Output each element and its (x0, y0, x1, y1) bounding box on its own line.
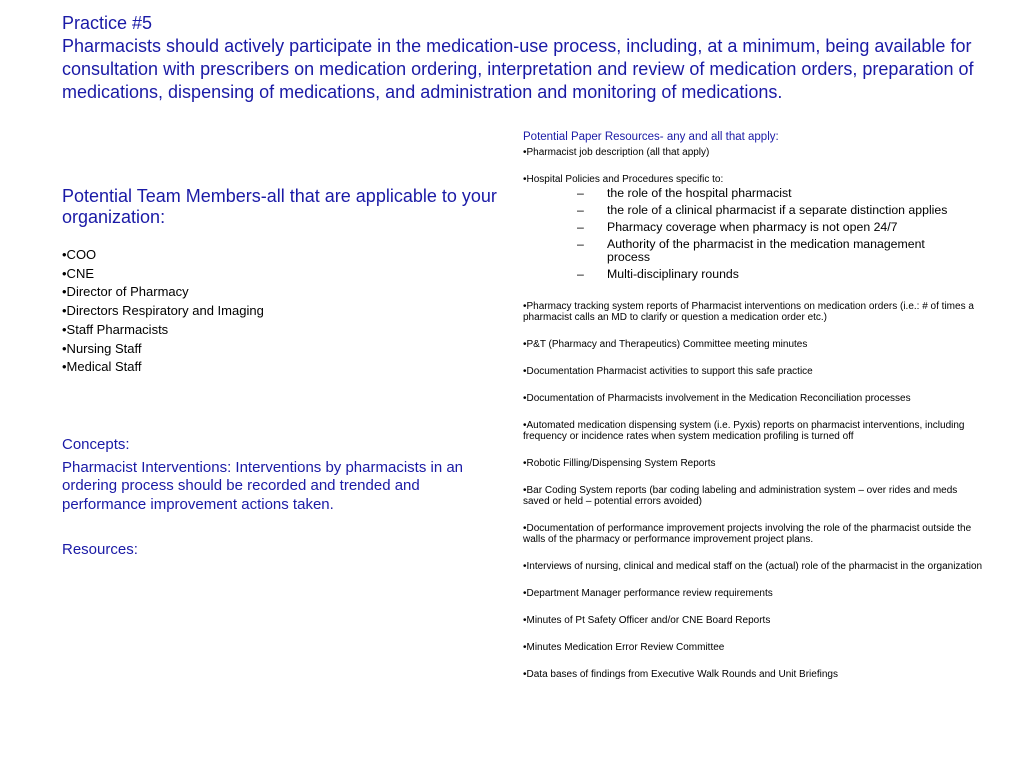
team-member: •Director of Pharmacy (62, 284, 189, 300)
policy-item (523, 187, 967, 200)
paper-resources-heading: Potential Paper Resources- any and all that apply: (523, 131, 779, 143)
policy-item (523, 268, 967, 281)
dash-bullet: – (577, 267, 584, 281)
policies-list (523, 187, 983, 281)
policy-item (523, 204, 967, 217)
dash-bullet: – (577, 203, 584, 217)
resource-item: •Department Manager performance review requirements (523, 588, 773, 599)
policy-item (523, 238, 967, 264)
team-member: •Directors Respiratory and Imaging (62, 303, 264, 319)
resource-item: •Minutes Medication Error Review Committee (523, 642, 725, 653)
policy-text: the role of a clinical pharmacist if a separate distinction applies (607, 203, 948, 217)
resources-heading: Resources: (62, 541, 138, 558)
resource-item: •Pharmacy tracking system reports of Pharmacist interventions on medication orders (i.e.: # of times a pharmacist calls an MD to clarify or question a medication order etc.) (523, 301, 974, 323)
team-members-list (62, 246, 502, 377)
practice-title-block (62, 12, 982, 104)
policy-text: Multi-disciplinary rounds (607, 267, 739, 281)
resource-item: •P&T (Pharmacy and Therapeutics) Committee meeting minutes (523, 339, 808, 350)
resource-item: •Documentation of Pharmacists involvement in the Medication Reconciliation processes (523, 393, 911, 404)
policy-item (523, 221, 967, 234)
concepts-heading: Concepts: (62, 436, 130, 453)
team-heading: Potential Team Members-all that are applicable to your organization: (62, 186, 497, 227)
policy-text: Pharmacy coverage when pharmacy is not open 24/7 (607, 220, 898, 234)
resource-item: •Documentation of performance improvement projects involving the role of the pharmacist outside the walls of the pharmacy or performance improvement project plans. (523, 523, 972, 545)
team-section (62, 186, 502, 377)
team-member: •COO (62, 247, 97, 262)
team-member: •Nursing Staff (62, 340, 142, 356)
team-member: •Medical Staff (62, 359, 142, 375)
resource-item: •Minutes of Pt Safety Officer and/or CNE Board Reports (523, 615, 771, 626)
team-member: •CNE (62, 265, 94, 281)
resource-item: •Interviews of nursing, clinical and medical staff on the (actual) role of the pharmacist in the organization (523, 561, 983, 572)
resource-item: •Bar Coding System reports (bar coding labeling and administration system – over rides and meds saved or held – potential errors avoided) (523, 485, 958, 507)
practice-statement: Pharmacists should actively participate in the medication-use process, including, at a minimum, being available for consultation with prescribers on medication ordering, interpretation and review of medication orders, preparation of medications, dispensing of medications, and administration and monitoring of medications. (62, 36, 974, 102)
dash-bullet: – (577, 237, 584, 251)
practice-number: Practice #5 (62, 13, 153, 33)
resource-item: •Robotic Filling/Dispensing System Reports (523, 458, 716, 469)
policy-text: Authority of the pharmacist in the medication management process (607, 237, 925, 264)
resource-item: •Pharmacist job description (all that apply) (523, 147, 710, 158)
concepts-body: Pharmacist Interventions: Interventions by pharmacists in an ordering process should be recorded and trended and performance improvement actions taken. (62, 459, 464, 513)
dash-bullet: – (577, 186, 584, 200)
resource-item: •Data bases of findings from Executive Walk Rounds and Unit Briefings (523, 669, 838, 680)
team-member: •Staff Pharmacists (62, 321, 169, 337)
resource-item: •Automated medication dispensing system (i.e. Pyxis) reports on pharmacist interventions, including frequency or incidence rates when system medication profiling is turned off (523, 420, 965, 442)
resource-item: •Documentation Pharmacist activities to support this safe practice (523, 366, 813, 377)
policies-heading: •Hospital Policies and Procedures specific to: (523, 174, 724, 185)
policy-text: the role of the hospital pharmacist (607, 186, 792, 200)
dash-bullet: – (577, 220, 584, 234)
paper-resources-section (523, 130, 983, 680)
